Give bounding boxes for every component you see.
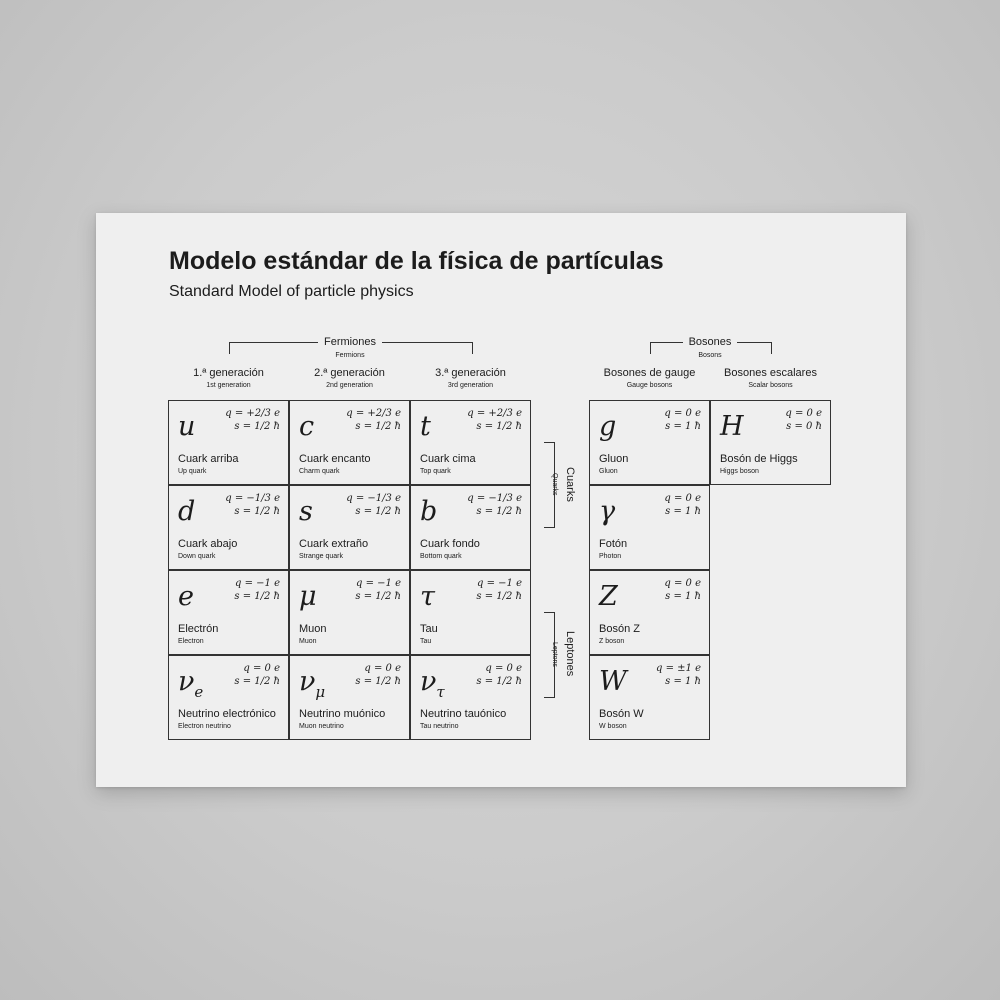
particle-name: Cuark encanto <box>299 453 371 465</box>
particle-name: Muon <box>299 623 327 635</box>
spin: s = 1 ħ <box>665 421 701 432</box>
particle-symbol: b <box>420 496 438 527</box>
particle-name-en: Tau neutrino <box>420 723 459 730</box>
particle-name: Tau <box>420 623 438 635</box>
particle-name: Electrón <box>178 623 219 635</box>
fermions-header <box>290 333 410 359</box>
spin: s = 1 ħ <box>665 506 701 517</box>
poster <box>96 213 906 787</box>
spin: s = 1/2 ħ <box>476 591 522 602</box>
particle-name-en: Gluon <box>599 468 618 475</box>
particle-cell-charm <box>289 400 410 485</box>
charge: q = 0 e <box>664 578 701 589</box>
spin: s = 1/2 ħ <box>234 506 280 517</box>
particle-symbol: γ <box>599 496 616 527</box>
particle-props <box>355 664 401 690</box>
bosons-label: Bosones <box>683 336 738 348</box>
particle-name-en: Photon <box>599 553 622 560</box>
particle-props <box>664 494 701 520</box>
particle-symbol: c <box>299 411 315 442</box>
particle-name: Neutrino electrónico <box>178 708 276 720</box>
column-header-gen3 <box>410 367 531 389</box>
column-label: 2.ª generación <box>314 367 385 379</box>
particle-cell-w-boson <box>589 655 710 740</box>
particle-name: Cuark fondo <box>420 538 480 550</box>
charge: q = ±1 e <box>656 663 701 674</box>
particle-cell-photon <box>589 485 710 570</box>
particle-cell-muon-neutrino <box>289 655 410 740</box>
fermions-label-en: Fermions <box>335 352 365 359</box>
spin: s = 1/2 ħ <box>234 421 280 432</box>
particle-name-en: W boson <box>599 723 627 730</box>
particle-cell-z-boson <box>589 570 710 655</box>
particle-name: Cuark extraño <box>299 538 369 550</box>
bosons-label-en: Bosons <box>698 352 722 359</box>
particle-symbol: $\nu_\mu$ <box>299 666 326 701</box>
column-label-en: 3rd generation <box>447 382 494 389</box>
particle-name-en: Top quark <box>420 468 451 475</box>
particle-name-en: Z boson <box>599 638 625 645</box>
particle-symbol: d <box>178 496 196 527</box>
particle-cell-tau-neutrino <box>410 655 531 740</box>
particle-symbol: Z <box>599 581 618 612</box>
particle-name: Cuark cima <box>420 453 476 465</box>
spin: s = 1/2 ħ <box>355 591 401 602</box>
particle-props <box>785 409 822 435</box>
spin: s = 1/2 ħ <box>234 591 280 602</box>
column-label-en: 1st generation <box>206 382 251 389</box>
particle-cell-top <box>410 400 531 485</box>
spin: s = 0 ħ <box>786 421 822 432</box>
charge: q = 0 e <box>785 408 822 419</box>
leptons-label-en: Leptons <box>551 641 558 667</box>
particle-name: Neutrino muónico <box>299 708 386 720</box>
charge: q = +2/3 e <box>467 408 522 419</box>
quarks-label-en: Quarks <box>551 472 558 496</box>
bosons-header <box>670 333 750 359</box>
charge: q = +2/3 e <box>225 408 280 419</box>
particle-name-en: Strange quark <box>299 553 343 560</box>
leptons-group-label <box>546 623 578 685</box>
fermions-label: Fermiones <box>318 336 382 348</box>
particle-props <box>225 494 280 520</box>
particle-symbol: W <box>599 666 627 697</box>
particle-props <box>234 664 280 690</box>
particle-props <box>664 579 701 605</box>
particle-cell-higgs <box>710 400 831 485</box>
particle-name: Fotón <box>599 538 628 550</box>
particle-name: Bosón de Higgs <box>720 453 798 465</box>
charge: q = −1 e <box>235 578 280 589</box>
column-label-en: Gauge bosons <box>626 382 673 389</box>
page-title: Modelo estándar de la física de partículas <box>169 247 664 275</box>
particle-name: Gluon <box>599 453 629 465</box>
column-label-en: Scalar bosons <box>748 382 793 389</box>
particle-props <box>234 579 280 605</box>
charge: q = 0 e <box>664 493 701 504</box>
particle-name: Neutrino tauónico <box>420 708 507 720</box>
quarks-group-label <box>546 458 578 510</box>
column-header-scalar <box>710 367 831 389</box>
particle-cell-down <box>168 485 289 570</box>
particle-symbol: H <box>720 411 744 442</box>
particle-name-en: Muon <box>299 638 317 645</box>
spin: s = 1/2 ħ <box>355 506 401 517</box>
particle-name-en: Higgs boson <box>720 468 759 475</box>
spin: s = 1/2 ħ <box>476 506 522 517</box>
particle-name: Cuark abajo <box>178 538 238 550</box>
particle-symbol: g <box>599 411 617 442</box>
particle-symbol: e <box>178 581 194 612</box>
charge: q = +2/3 e <box>346 408 401 419</box>
charge: q = −1/3 e <box>225 493 280 504</box>
particle-props <box>346 494 401 520</box>
particle-props <box>467 409 522 435</box>
charge: q = −1/3 e <box>467 493 522 504</box>
charge: q = −1 e <box>356 578 401 589</box>
charge: q = 0 e <box>664 408 701 419</box>
particle-symbol: s <box>299 496 313 527</box>
particle-name-en: Up quark <box>178 468 207 475</box>
particle-props <box>225 409 280 435</box>
particle-symbol: t <box>420 411 431 442</box>
column-label: Bosones de gauge <box>603 367 696 379</box>
spin: s = 1/2 ħ <box>476 676 522 687</box>
particle-name: Bosón Z <box>599 623 640 635</box>
particle-name-en: Electron neutrino <box>178 723 231 730</box>
column-label: 3.ª generación <box>435 367 506 379</box>
particle-symbol: μ <box>299 581 317 612</box>
particle-cell-gluon <box>589 400 710 485</box>
charge: q = 0 e <box>243 663 280 674</box>
particle-cell-electron-neutrino <box>168 655 289 740</box>
particle-name-en: Tau <box>420 638 432 645</box>
particle-cell-muon <box>289 570 410 655</box>
particle-name: Bosón W <box>599 708 644 720</box>
particle-name-en: Bottom quark <box>420 553 462 560</box>
particle-cell-tau <box>410 570 531 655</box>
column-label: Bosones escalares <box>724 367 817 379</box>
particle-props <box>355 579 401 605</box>
column-header-gen2 <box>289 367 410 389</box>
particle-name-en: Electron <box>178 638 204 645</box>
spin: s = 1/2 ħ <box>234 676 280 687</box>
particle-symbol: τ <box>420 581 435 612</box>
particle-cell-bottom <box>410 485 531 570</box>
spin: s = 1/2 ħ <box>355 421 401 432</box>
quarks-label: Cuarks <box>564 463 576 506</box>
spin: s = 1/2 ħ <box>355 676 401 687</box>
particle-props <box>656 664 701 690</box>
particle-cell-strange <box>289 485 410 570</box>
page-subtitle: Standard Model of particle physics <box>169 283 414 300</box>
spin: s = 1/2 ħ <box>476 421 522 432</box>
charge: q = 0 e <box>364 663 401 674</box>
column-label: 1.ª generación <box>193 367 264 379</box>
charge: q = −1 e <box>477 578 522 589</box>
column-label-en: 2nd generation <box>326 382 373 389</box>
particle-props <box>346 409 401 435</box>
spin: s = 1 ħ <box>665 591 701 602</box>
spin: s = 1 ħ <box>665 676 701 687</box>
particle-name-en: Charm quark <box>299 468 340 475</box>
column-header-gen1 <box>168 367 289 389</box>
charge: q = −1/3 e <box>346 493 401 504</box>
particle-props <box>476 664 522 690</box>
charge: q = 0 e <box>485 663 522 674</box>
particle-cell-electron <box>168 570 289 655</box>
particle-name: Cuark arriba <box>178 453 239 465</box>
particle-name-en: Muon neutrino <box>299 723 344 730</box>
particle-symbol: $\nu_\tau$ <box>420 666 445 701</box>
particle-symbol: u <box>178 411 196 442</box>
column-header-gauge <box>589 367 710 389</box>
particle-props <box>467 494 522 520</box>
particle-props <box>476 579 522 605</box>
particle-name-en: Down quark <box>178 553 216 560</box>
leptons-label: Leptones <box>564 627 576 680</box>
particle-props <box>664 409 701 435</box>
particle-symbol: $\nu_e$ <box>178 666 204 701</box>
particle-cell-up <box>168 400 289 485</box>
